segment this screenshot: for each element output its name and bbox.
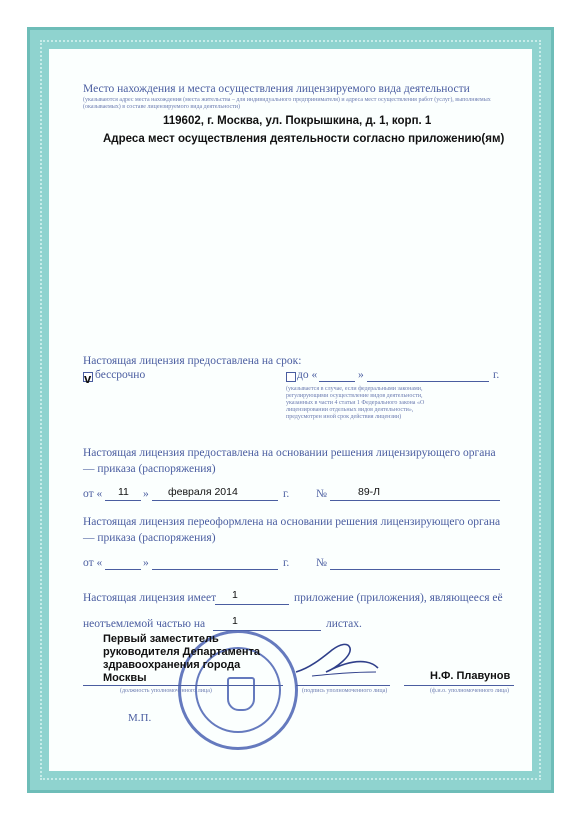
basis-quote: » <box>143 488 149 500</box>
appendix-label-start: Настоящая лицензия имеет <box>83 592 217 604</box>
until-day-line <box>319 381 355 382</box>
name-line <box>404 685 514 686</box>
appendix-label2-start: неотъемлемой частью на <box>83 618 206 630</box>
basis-month-line <box>152 500 278 501</box>
reissue-label-line1: Настоящая лицензия переоформлена на основании решения лицензирующего органа <box>83 516 501 528</box>
indefinite-label: бессрочно <box>95 369 146 381</box>
handwritten-signature <box>292 638 382 682</box>
position-note: (должность уполномоченного лица) <box>120 688 212 694</box>
location-heading: Место нахождения и места осуществления лицензируемого вида деятельности <box>83 83 470 95</box>
position-line1: Первый заместитель <box>103 633 219 645</box>
basis-label-line2: — приказа (распоряжения) <box>83 463 216 475</box>
signatory-name: Н.Ф. Плавунов <box>430 670 511 682</box>
basis-month-year: февраля 2014 <box>168 486 238 498</box>
until-month-line <box>367 381 489 382</box>
term-label: Настоящая лицензия предоставлена на срок: <box>83 355 302 367</box>
until-note: (указывается в случае, если федеральными законами, регулирующими осуществление видов деятельности, указанных в части 4 статьи 1 Федерального закона «О лицензировании отдельных видов деятельности», предусмотрен иной срок действия лицензии) <box>286 386 425 420</box>
seal-place-label: М.П. <box>128 712 152 724</box>
addresses-note: Адреса мест осуществления деятельности согласно приложению(ям) <box>103 133 505 145</box>
position-line4: Москвы <box>103 672 147 684</box>
name-note: (ф.и.о. уполномоченного лица) <box>430 688 509 694</box>
basis-number-label: № <box>316 488 327 500</box>
until-year-suffix: г. <box>493 369 500 381</box>
reissue-quote: » <box>143 557 149 569</box>
reissue-year-suffix: г. <box>283 557 290 569</box>
reissue-from-label: от « <box>83 557 103 569</box>
location-heading-note: (указываются адрес места нахождения (места жительства – для индивидуального предпринимателя) и адреса мест осуществления работ (услуг), выполняемых (оказываемых) в составе лицензируемого вида деятельности) <box>83 97 491 110</box>
basis-year-suffix: г. <box>283 488 290 500</box>
basis-from-label: от « <box>83 488 103 500</box>
until-label: до « <box>297 369 318 381</box>
reissue-day-line <box>105 569 141 570</box>
position-line2: руководителя Департамента <box>103 646 261 658</box>
appendix-count-line <box>215 604 289 605</box>
reissue-number-line <box>330 569 500 570</box>
check-mark-icon: v <box>84 371 92 386</box>
basis-day-line <box>105 500 141 501</box>
basis-day: 11 <box>118 486 129 498</box>
basis-number: 89-Л <box>358 486 381 498</box>
position-line <box>83 685 283 686</box>
until-quote: » <box>358 369 364 381</box>
reissue-label-line2: — приказа (распоряжения) <box>83 532 216 544</box>
appendix-sheets: 1 <box>232 615 238 627</box>
basis-number-line <box>330 500 500 501</box>
appendix-label-end: приложение (приложения), являющееся её <box>294 592 503 604</box>
coat-of-arms-icon <box>227 677 255 711</box>
appendix-label2-end: листах. <box>326 618 362 630</box>
position-line3: здравоохранения города <box>103 659 241 671</box>
reissue-month-line <box>152 569 278 570</box>
basis-label-line1: Настоящая лицензия предоставлена на основании решения лицензирующего органа <box>83 447 496 459</box>
address-text: 119602, г. Москва, ул. Покрышкина, д. 1, корп. 1 <box>163 115 432 127</box>
signature-note: (подпись уполномоченного лица) <box>302 688 388 694</box>
signature-line <box>296 685 390 686</box>
until-checkbox[interactable] <box>286 372 296 382</box>
appendix-count: 1 <box>232 589 238 601</box>
reissue-number-label: № <box>316 557 327 569</box>
